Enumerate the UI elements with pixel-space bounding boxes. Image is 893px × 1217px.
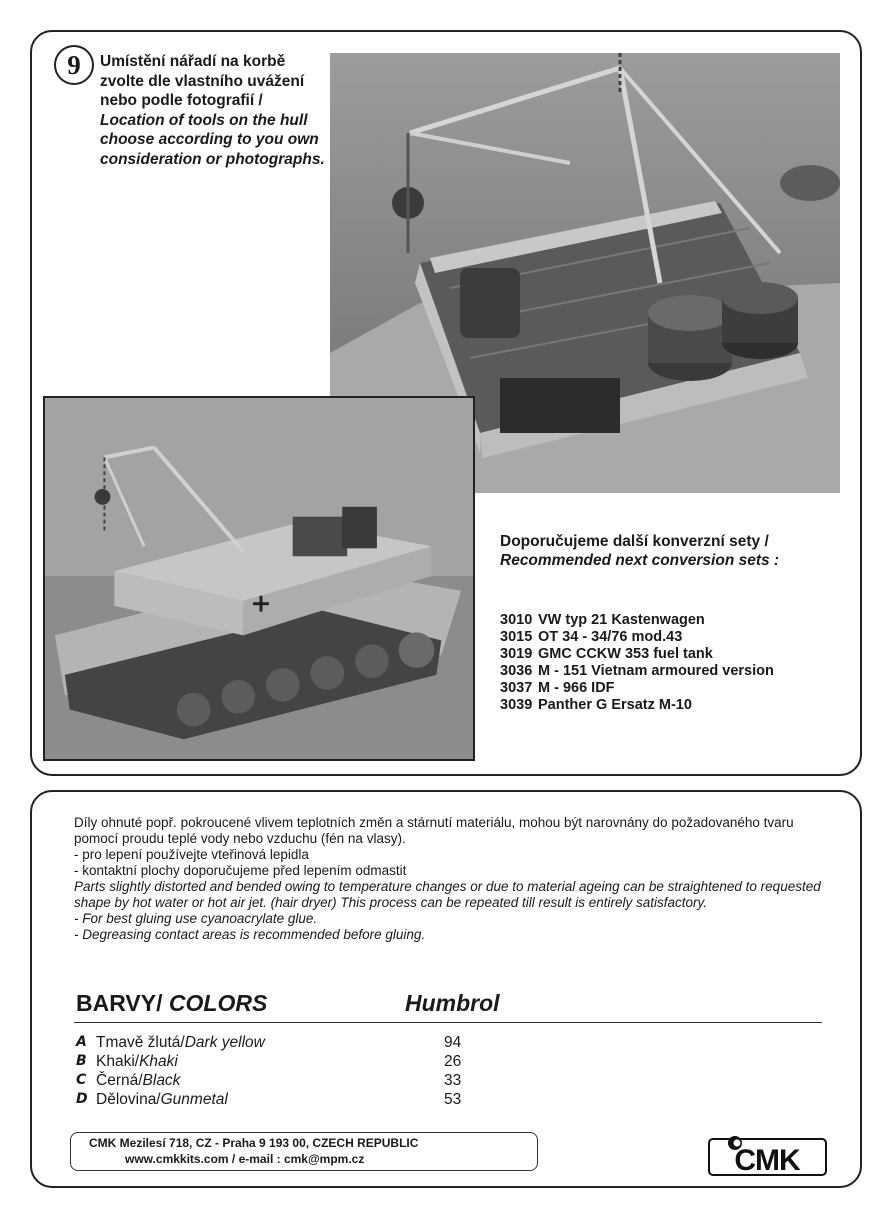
contact-line: www.cmkkits.com / e-mail : cmk@mpm.cz bbox=[125, 1152, 365, 1166]
color-letter: D bbox=[76, 1091, 88, 1107]
list-item bbox=[500, 697, 845, 714]
note-cz-bullet: - pro lepení používejte vteřinová lepidla bbox=[74, 847, 309, 862]
photo-vehicle-overview bbox=[43, 396, 475, 761]
recommended-sets-title bbox=[500, 532, 850, 570]
color-name-en: Dark yellow bbox=[184, 1034, 265, 1051]
colors-heading-cz: BARVY/ bbox=[76, 990, 169, 1016]
recommended-title-en: Recommended next conversion sets : bbox=[500, 552, 780, 569]
color-name-cz: Černá/ bbox=[96, 1072, 143, 1089]
set-code: 3039 bbox=[500, 697, 533, 713]
list-item bbox=[74, 1052, 494, 1071]
list-item bbox=[500, 612, 845, 629]
color-code: 33 bbox=[444, 1072, 462, 1089]
note-en-bullet: - For best gluing use cyanoacrylate glue. bbox=[74, 911, 318, 926]
recommended-title-cz: Doporučujeme další konverzní sety / bbox=[500, 533, 769, 550]
set-code: 3036 bbox=[500, 663, 533, 679]
color-name-cz: Tmavě žlutá/ bbox=[96, 1034, 185, 1051]
color-letter: A bbox=[76, 1034, 87, 1050]
color-name-cz: Dělovina/ bbox=[96, 1091, 161, 1108]
note-cz-bullet: - kontaktní plochy doporučujeme před lepením odmastit bbox=[74, 863, 407, 878]
address-line: CMK Mezilesí 718, CZ - Praha 9 193 00, CZECH REPUBLIC bbox=[89, 1136, 419, 1150]
company-address bbox=[70, 1132, 538, 1171]
set-name: M - 966 IDF bbox=[538, 680, 615, 696]
set-code: 3019 bbox=[500, 646, 533, 662]
colors-heading-label bbox=[76, 990, 267, 1017]
set-name: GMC CCKW 353 fuel tank bbox=[538, 646, 713, 662]
color-name-cz: Khaki/ bbox=[96, 1053, 140, 1070]
recommended-sets-list bbox=[500, 612, 845, 714]
list-item bbox=[500, 646, 845, 663]
colors-list bbox=[74, 1033, 494, 1109]
set-name: Panther G Ersatz M-10 bbox=[538, 697, 692, 713]
list-item bbox=[500, 680, 845, 697]
set-name: VW typ 21 Kastenwagen bbox=[538, 612, 705, 628]
note-en-paragraph: Parts slightly distorted and bended owing to temperature changes or due to material ageing can be straightened to requested shape by hot water or hot air jet. (hair dryer) This process can be repeated till result is entirely satisfactory. bbox=[74, 879, 821, 910]
step-instruction-cz: Umístění nářadí na korbě zvolte dle vlastního uvážení nebo podle fotografií / bbox=[100, 53, 305, 109]
set-code: 3015 bbox=[500, 629, 533, 645]
logo-text: CMK bbox=[734, 1144, 800, 1177]
color-code: 94 bbox=[444, 1034, 462, 1051]
photo-vehicle-graphic bbox=[45, 398, 473, 759]
color-name-en: Black bbox=[142, 1072, 181, 1089]
list-item bbox=[74, 1090, 494, 1109]
list-item bbox=[500, 629, 845, 646]
assembly-notes bbox=[74, 815, 834, 943]
note-cz-paragraph: Díly ohnuté popř. pokroucené vlivem teplotních změn a stárnutí materiálu, mohou být narovnány do požadovaného tvaru pomocí proudu teplé vody nebo vzduchu (fén na vlasy). bbox=[74, 815, 794, 846]
color-code: 53 bbox=[444, 1091, 462, 1108]
set-code: 3037 bbox=[500, 680, 533, 696]
set-code: 3010 bbox=[500, 612, 533, 628]
color-label bbox=[96, 1071, 180, 1090]
colors-heading-en: COLORS bbox=[168, 990, 268, 1016]
step-instruction bbox=[100, 52, 325, 169]
step-number-badge bbox=[54, 45, 94, 85]
color-letter: B bbox=[76, 1053, 87, 1069]
colors-heading-brand: Humbrol bbox=[405, 990, 500, 1016]
color-label bbox=[96, 1033, 265, 1052]
color-name-en: Khaki bbox=[139, 1053, 178, 1070]
list-item bbox=[500, 663, 845, 680]
color-label bbox=[96, 1090, 228, 1109]
cmk-logo-graphic bbox=[705, 1133, 830, 1178]
step-number: 9 bbox=[67, 49, 81, 80]
cmk-logo bbox=[705, 1133, 830, 1178]
note-en-bullet: - Degreasing contact areas is recommended before gluing. bbox=[74, 927, 426, 942]
set-name: OT 34 - 34/76 mod.43 bbox=[538, 629, 683, 645]
list-item bbox=[74, 1071, 494, 1090]
color-letter: C bbox=[76, 1072, 87, 1088]
color-name-en: Gunmetal bbox=[160, 1091, 228, 1108]
set-name: M - 151 Vietnam armoured version bbox=[538, 663, 774, 679]
color-code: 26 bbox=[444, 1053, 462, 1070]
list-item bbox=[74, 1033, 494, 1052]
colors-heading bbox=[74, 990, 822, 1023]
step-instruction-en: Location of tools on the hull choose according to you own consideration or photographs. bbox=[100, 111, 325, 168]
color-label bbox=[96, 1052, 178, 1071]
